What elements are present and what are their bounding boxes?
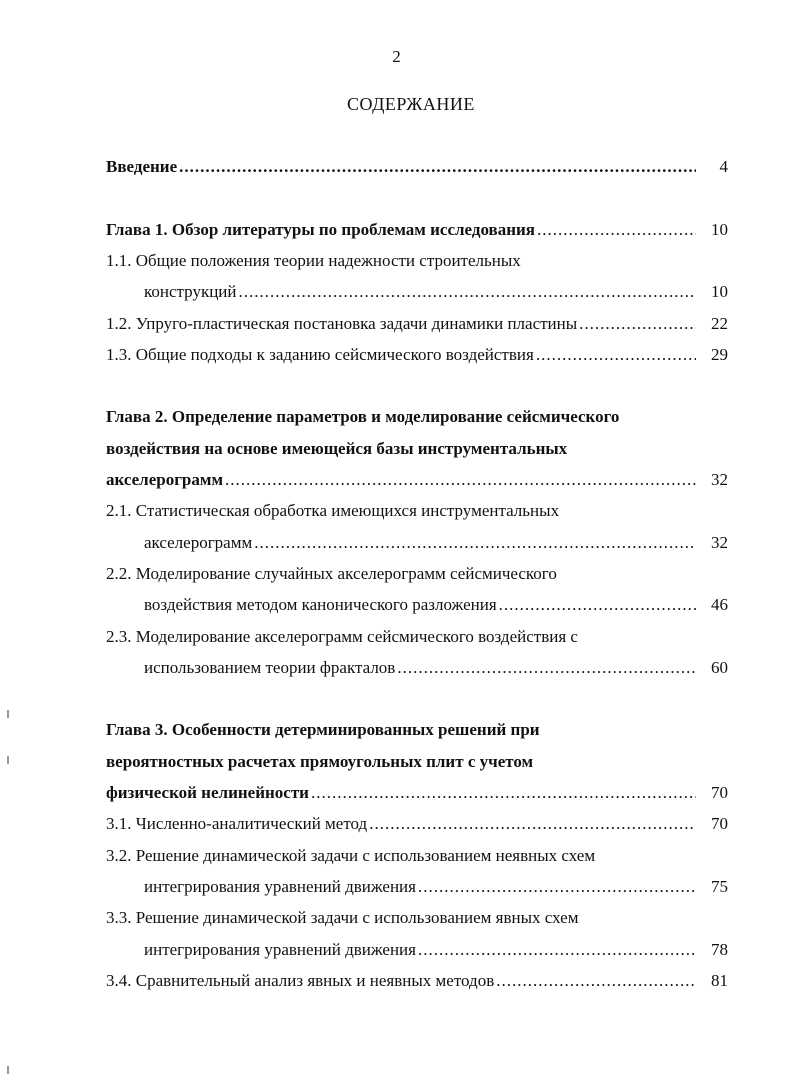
toc-entry-label: 3.4. Сравнительный анализ явных и неявных методов xyxy=(106,971,495,990)
dot-leader xyxy=(496,969,696,993)
toc-entry-label: конструкций xyxy=(144,282,237,301)
toc-entry-label: физической нелинейности xyxy=(106,783,309,802)
dot-leader xyxy=(418,875,696,899)
toc-page-number: 10 xyxy=(711,220,728,239)
page-number: 2 xyxy=(392,47,401,66)
toc-page-number: 29 xyxy=(711,345,728,364)
toc-entry-label: акселерограмм xyxy=(144,533,253,552)
toc-page-number: 75 xyxy=(711,877,728,896)
toc-section-2-1-line1: 2.1. Статистическая обработка имеющихся инструментальных xyxy=(106,501,560,520)
toc-section-2-1[interactable] xyxy=(106,531,728,555)
toc-chapter-3-line1: Глава 3. Особенности детерминированных решений при xyxy=(106,720,540,739)
toc-entry-label: интегрирования уравнений движения xyxy=(144,877,416,896)
toc-section-2-2[interactable] xyxy=(106,593,728,617)
toc-section-3-4[interactable] xyxy=(106,969,728,993)
toc-section-3-2[interactable] xyxy=(106,875,728,899)
toc-page-number: 70 xyxy=(711,814,728,833)
toc-section-1-2[interactable] xyxy=(106,312,728,336)
toc-page-number: 10 xyxy=(711,282,728,301)
toc-entry-label: акселерограмм xyxy=(106,470,224,489)
toc-chapter-2[interactable] xyxy=(106,468,728,492)
toc-entry-intro[interactable] xyxy=(106,155,728,179)
toc-entry-label: интегрирования уравнений движения xyxy=(144,940,416,959)
toc-page-number: 78 xyxy=(711,940,728,959)
dot-leader xyxy=(536,343,696,367)
dot-leader xyxy=(369,812,696,836)
dot-leader xyxy=(179,155,696,179)
dot-leader xyxy=(225,468,696,492)
toc-page-number: 70 xyxy=(711,783,728,802)
toc-section-1-3[interactable] xyxy=(106,343,728,367)
toc-entry-label: Глава 1. Обзор литературы по проблемам исследования xyxy=(106,220,536,239)
toc-entry-label: воздействия методом канонического разложения xyxy=(144,595,497,614)
dot-leader xyxy=(254,531,696,555)
toc-section-2-3-line1: 2.3. Моделирование акселерограмм сейсмического воздействия с xyxy=(106,627,578,646)
toc-section-3-3-line1: 3.3. Решение динамической задачи с использованием явных схем xyxy=(106,908,579,927)
toc-entry-label: 3.1. Численно-аналитический метод xyxy=(106,814,368,833)
toc-chapter-1[interactable] xyxy=(106,218,728,242)
toc-entry-label: Введение xyxy=(106,157,178,176)
dot-leader xyxy=(418,938,696,962)
toc-entry-label: использованием теории фракталов xyxy=(144,658,396,677)
toc-chapter-3-line2: вероятностных расчетах прямоугольных плит с учетом xyxy=(106,752,534,771)
toc-page-number: 32 xyxy=(711,533,728,552)
toc-page-number: 32 xyxy=(711,470,728,489)
toc-section-3-1[interactable] xyxy=(106,812,728,836)
toc-section-2-3[interactable] xyxy=(106,656,728,680)
toc-chapter-2-line2: воздействия на основе имеющейся базы инструментальных xyxy=(106,439,568,458)
toc-section-3-3[interactable] xyxy=(106,938,728,962)
toc-section-1-1[interactable] xyxy=(106,280,728,304)
toc-page-number: 22 xyxy=(711,314,728,333)
toc-page-number: 60 xyxy=(711,658,728,677)
dot-leader xyxy=(499,593,696,617)
toc-entry-label: 1.2. Упруго-пластическая постановка задачи динамики пластины xyxy=(106,314,578,333)
toc-section-3-2-line1: 3.2. Решение динамической задачи с использованием неявных схем xyxy=(106,846,596,865)
scan-mark xyxy=(7,1066,9,1074)
toc-section-2-2-line1: 2.2. Моделирование случайных акселерограмм сейсмического xyxy=(106,564,557,583)
dot-leader xyxy=(579,312,696,336)
page-title: СОДЕРЖАНИЕ xyxy=(347,94,475,114)
toc-section-1-1-line1: 1.1. Общие положения теории надежности строительных xyxy=(106,251,521,270)
scan-mark xyxy=(7,710,9,718)
toc-entry-label: 1.3. Общие подходы к заданию сейсмического воздействия xyxy=(106,345,534,364)
dot-leader xyxy=(397,656,696,680)
toc-chapter-3[interactable] xyxy=(106,781,728,805)
dot-leader xyxy=(239,280,696,304)
toc-page-number: 46 xyxy=(711,595,728,614)
scan-mark xyxy=(7,756,9,764)
toc-page-number: 81 xyxy=(711,971,728,990)
toc-chapter-2-line1: Глава 2. Определение параметров и моделирование сейсмического xyxy=(106,407,620,426)
dot-leader xyxy=(311,781,696,805)
toc-page-number: 4 xyxy=(719,157,728,176)
dot-leader xyxy=(537,218,696,242)
